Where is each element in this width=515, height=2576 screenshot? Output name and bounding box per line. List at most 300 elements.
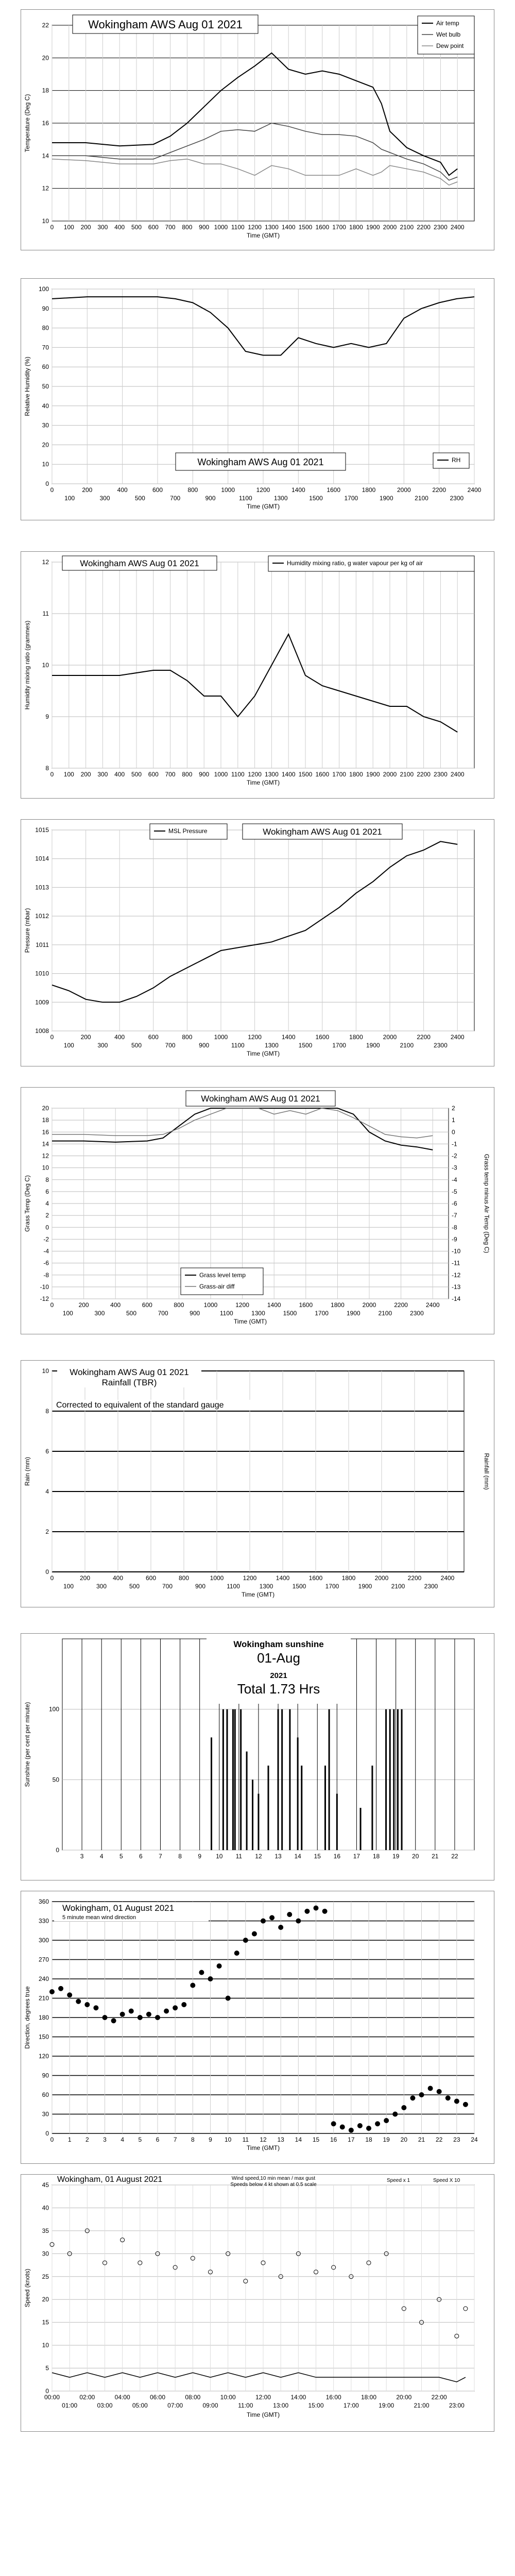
x-tick-label: 22 (451, 1853, 458, 1860)
y-tick-label: 2 (45, 1212, 49, 1219)
x-tick-label: 1600 (327, 486, 341, 494)
x-tick-label: 200 (80, 224, 91, 231)
x-tick-label: 12 (255, 1853, 262, 1860)
y-tick-label: 11 (42, 610, 49, 617)
x-tick-label: 500 (131, 224, 142, 231)
y-tick-label: 20 (42, 441, 49, 449)
y-tick-label: 10 (42, 2342, 49, 2349)
x-tick-label: 1800 (362, 486, 376, 494)
direction-point (269, 1915, 274, 1920)
x-tick-label: 20:00 (396, 2394, 412, 2401)
x-tick-label: 12 (260, 2136, 267, 2143)
x-tick-label: 1300 (273, 495, 288, 502)
wind-direction-chart-svg (21, 1891, 494, 2163)
x-tick-label: 700 (158, 1310, 168, 1317)
x-tick-label: 1400 (281, 771, 296, 778)
sunshine-chart-svg (21, 1634, 494, 1880)
chart-annotation: Corrected to equivalent of the standard gauge (56, 1401, 224, 1410)
y-tick-label: 20 (42, 1105, 49, 1112)
x-tick-label: 300 (99, 495, 110, 502)
x-tick-label: 22 (435, 2136, 443, 2143)
direction-point (84, 2002, 90, 2007)
x-tick-label: 15 (312, 2136, 320, 2143)
x-tick-label: 2 (85, 2136, 89, 2143)
x-tick-label: 21 (432, 1853, 439, 1860)
y-tick-label: 8 (45, 1408, 49, 1415)
y-tick-label: 80 (42, 324, 49, 332)
y-tick-label: 40 (42, 2204, 49, 2212)
y-tick-label: 12 (42, 1152, 49, 1160)
x-tick-label: 1200 (256, 486, 270, 494)
y-tick-label: 120 (38, 2053, 49, 2060)
y-tick-label: 90 (42, 2072, 49, 2079)
y2-tick-label: -14 (452, 1295, 461, 1302)
y-tick-label: 1012 (35, 912, 49, 920)
x-tick-label: 24 (471, 2136, 478, 2143)
y-axis-label: Humidity mixing ratio (grammes) (24, 620, 31, 710)
chart-grass-temperature (21, 1087, 494, 1334)
x-axis-label: Time (GMT) (246, 503, 280, 510)
x-tick-label: 01:00 (62, 2402, 78, 2409)
direction-point (375, 2121, 380, 2126)
direction-point (67, 1992, 72, 1997)
y-tick-label: -4 (43, 1247, 49, 1255)
y-tick-label: 300 (38, 1937, 49, 1944)
x-tick-label: 14:00 (290, 2394, 306, 2401)
y2-tick-label: -9 (452, 1235, 457, 1243)
x-tick-label: 1400 (267, 1301, 281, 1309)
chart-title: Wokingham, 01 August 2021 (62, 1903, 175, 1913)
x-tick-label: 100 (62, 1310, 73, 1317)
x-tick-label: 400 (114, 224, 125, 231)
x-tick-label: 10 (216, 1853, 223, 1860)
y-tick-label: 14 (42, 152, 49, 160)
chart-rainfall (21, 1360, 494, 1607)
x-tick-label: 1900 (366, 771, 380, 778)
x-tick-label: 2300 (410, 1310, 424, 1317)
x-tick-label: 200 (79, 1574, 91, 1582)
y-axis-label: Direction, degrees true (24, 1986, 31, 2049)
x-tick-label: 13 (277, 2136, 284, 2143)
x-tick-label: 11:00 (238, 2402, 253, 2409)
y-axis-label: Speed (knots) (24, 2268, 31, 2308)
x-tick-label: 1100 (231, 1042, 245, 1049)
x-tick-label: 800 (182, 771, 193, 778)
x-tick-label: 1900 (358, 1583, 372, 1590)
direction-point (340, 2125, 345, 2130)
chart-temperature (21, 9, 494, 250)
direction-point (252, 1931, 257, 1937)
x-tick-label: 8 (178, 1853, 182, 1860)
x-tick-label: 21 (418, 2136, 425, 2143)
direction-point (93, 2005, 98, 2010)
legend-entry: RH (452, 456, 461, 464)
x-tick-label: 1100 (231, 771, 245, 778)
y-tick-label: 1009 (35, 998, 49, 1006)
chart-subtitle: Rainfall (TBR) (101, 1378, 157, 1387)
x-tick-label: 7 (173, 2136, 177, 2143)
x-axis-label: Time (GMT) (241, 1591, 275, 1598)
direction-point (454, 2099, 459, 2104)
x-tick-label: 400 (110, 1301, 121, 1309)
direction-point (243, 1938, 248, 1943)
x-tick-label: 800 (174, 1301, 184, 1309)
x-axis-label: Time (GMT) (246, 232, 280, 239)
wind-speed-chart-svg (21, 2175, 494, 2431)
y-tick-label: 100 (48, 1705, 59, 1713)
x-tick-label: 20 (412, 1853, 419, 1860)
x-tick-label: 06:00 (149, 2394, 166, 2401)
x-tick-label: 1500 (283, 1310, 297, 1317)
x-tick-label: 6 (139, 1853, 143, 1860)
x-tick-label: 13 (274, 1853, 282, 1860)
x-tick-label: 10 (224, 2136, 232, 2143)
x-tick-label: 400 (114, 771, 125, 778)
direction-point (208, 1976, 213, 1981)
direction-point (199, 1970, 204, 1975)
x-tick-label: 0 (50, 486, 54, 494)
x-tick-label: 1500 (298, 1042, 313, 1049)
x-tick-label: 7 (159, 1853, 162, 1860)
x-tick-label: 00:00 (44, 2394, 60, 2401)
x-tick-label: 900 (199, 771, 210, 778)
x-tick-label: 18 (365, 2136, 372, 2143)
x-tick-label: 9 (209, 2136, 212, 2143)
y-tick-label: 30 (42, 2250, 49, 2258)
direction-point (76, 1999, 81, 2004)
y-axis-label: Sunshine (per cent per minute) (24, 1702, 31, 1787)
x-tick-label: 300 (97, 224, 108, 231)
direction-point (463, 2102, 468, 2107)
x-tick-label: 8 (191, 2136, 195, 2143)
y-tick-label: 10 (42, 1164, 49, 1172)
x-tick-label: 19 (383, 2136, 390, 2143)
x-tick-label: 1800 (349, 1033, 363, 1041)
y-tick-label: -12 (40, 1295, 49, 1302)
y-tick-label: 18 (42, 87, 49, 94)
x-tick-label: 2300 (434, 1042, 448, 1049)
y2-tick-label: -12 (452, 1271, 461, 1279)
legend-entry: Speed x 1 (387, 2178, 410, 2183)
y-tick-label: -10 (40, 1283, 49, 1291)
x-tick-label: 800 (182, 1033, 193, 1041)
x-tick-label: 200 (80, 1033, 91, 1041)
x-axis-label: Time (GMT) (246, 779, 280, 786)
x-tick-label: 2200 (417, 771, 431, 778)
x-tick-label: 600 (148, 771, 159, 778)
x-tick-label: 23 (453, 2136, 460, 2143)
y-tick-label: 50 (52, 1776, 59, 1784)
chart-title: Wokingham AWS Aug 01 2021 (88, 18, 243, 31)
x-tick-label: 07:00 (167, 2402, 183, 2409)
x-tick-label: 800 (187, 486, 198, 494)
y-tick-label: 6 (45, 1188, 49, 1195)
x-tick-label: 04:00 (114, 2394, 130, 2401)
direction-point (102, 2015, 108, 2020)
x-tick-label: 200 (82, 486, 93, 494)
chart-mixing-ratio (21, 551, 494, 799)
x-tick-label: 600 (148, 1033, 159, 1041)
direction-point (278, 1925, 283, 1930)
x-tick-label: 2000 (397, 486, 411, 494)
x-tick-label: 05:00 (132, 2402, 148, 2409)
x-tick-label: 4 (99, 1853, 104, 1860)
x-axis-label: Time (GMT) (246, 2144, 280, 2151)
x-tick-label: 300 (97, 1042, 108, 1049)
x-tick-label: 1800 (341, 1574, 356, 1582)
chart-subtitle: Wind speed,10 min mean / max gust (231, 2176, 316, 2181)
y2-tick-label: 1 (452, 1116, 455, 1124)
y-tick-label: 1014 (35, 855, 49, 862)
x-tick-label: 1300 (265, 224, 279, 231)
x-tick-label: 600 (148, 224, 159, 231)
chart-relative-humidity (21, 278, 494, 520)
x-tick-label: 0 (50, 1574, 54, 1582)
y2-tick-label: -1 (452, 1140, 457, 1148)
grass-temp-chart-svg (21, 1088, 494, 1334)
legend-entry: Grass level temp (199, 1272, 246, 1279)
y-tick-label: 12 (42, 558, 49, 566)
rainfall-chart-svg (21, 1361, 494, 1607)
y-tick-label: 0 (45, 1224, 49, 1231)
legend-entry: Air temp (436, 20, 459, 27)
direction-point (401, 2105, 406, 2110)
x-tick-label: 1300 (265, 771, 279, 778)
y-tick-label: 210 (38, 1994, 49, 2002)
x-tick-label: 1600 (308, 1574, 323, 1582)
x-tick-label: 1400 (291, 486, 305, 494)
chart-wind-speed (21, 2174, 494, 2432)
chart-title: Wokingham sunshine (233, 1639, 324, 1649)
y-tick-label: 16 (42, 120, 49, 127)
x-tick-label: 1500 (298, 224, 313, 231)
x-tick-label: 2200 (417, 224, 431, 231)
x-tick-label: 08:00 (185, 2394, 201, 2401)
direction-point (287, 1912, 292, 1917)
y-tick-label: 1015 (35, 826, 49, 834)
x-tick-label: 2100 (400, 224, 414, 231)
x-tick-label: 4 (121, 2136, 125, 2143)
y-tick-label: 8 (45, 765, 49, 772)
y-axis-label: Temperature (Deg C) (24, 94, 31, 152)
chart-year-label: 2021 (270, 1671, 287, 1680)
direction-point (296, 1919, 301, 1924)
x-tick-label: 02:00 (79, 2394, 95, 2401)
direction-point (164, 2009, 169, 2014)
y-tick-label: -6 (43, 1259, 49, 1267)
direction-point (261, 1919, 266, 1924)
y-tick-label: 10 (42, 461, 49, 468)
direction-point (357, 2123, 363, 2128)
y2-axis-label: Rainfall (mm) (483, 1453, 490, 1490)
x-tick-label: 1 (67, 2136, 72, 2143)
legend-entry: MSL Pressure (168, 827, 208, 835)
x-tick-label: 0 (50, 1301, 54, 1309)
direction-point (322, 1909, 328, 1914)
y-tick-label: -8 (43, 1271, 49, 1279)
y-tick-label: 90 (42, 304, 49, 312)
y-tick-label: 50 (42, 383, 49, 390)
x-tick-label: 100 (64, 495, 75, 502)
y-tick-label: 12 (42, 184, 49, 192)
y-tick-label: 30 (42, 421, 49, 429)
x-tick-label: 19 (392, 1853, 400, 1860)
x-tick-label: 1900 (366, 1042, 380, 1049)
y-tick-label: 14 (42, 1140, 49, 1148)
x-tick-label: 2100 (400, 1042, 414, 1049)
y-tick-label: 20 (42, 54, 49, 62)
y-axis-label: Rain (mm) (24, 1457, 31, 1486)
x-tick-label: 2000 (362, 1301, 376, 1309)
y-axis-label: Relative Humidity (%) (24, 357, 31, 416)
x-tick-label: 700 (170, 495, 181, 502)
y-tick-label: 330 (38, 1917, 49, 1925)
x-tick-label: 1200 (243, 1574, 257, 1582)
x-tick-label: 1800 (331, 1301, 345, 1309)
direction-point (173, 2005, 178, 2010)
x-tick-label: 1300 (259, 1583, 273, 1590)
y-axis-label: Pressure (mbar) (24, 908, 31, 953)
plot-area (52, 830, 474, 1031)
x-tick-label: 2000 (374, 1574, 389, 1582)
humidity-chart-svg (21, 279, 494, 520)
y-tick-label: 180 (38, 2014, 49, 2021)
y2-tick-label: -7 (452, 1212, 457, 1219)
x-tick-label: 2400 (425, 1301, 440, 1309)
x-tick-label: 100 (63, 224, 74, 231)
y-tick-label: 0 (45, 2387, 49, 2395)
y2-tick-label: -2 (452, 1152, 457, 1160)
x-axis-label: Time (GMT) (246, 1050, 280, 1057)
x-tick-label: 0 (50, 771, 54, 778)
x-tick-label: 1800 (349, 771, 363, 778)
x-tick-label: 5 (119, 1853, 123, 1860)
x-axis-label: Time (GMT) (246, 2411, 280, 2418)
x-tick-label: 09:00 (202, 2402, 218, 2409)
x-tick-label: 1400 (281, 1033, 296, 1041)
chart-title: Wokingham AWS Aug 01 2021 (70, 1367, 189, 1377)
x-tick-label: 1300 (265, 1042, 279, 1049)
x-tick-label: 16 (330, 2136, 337, 2143)
direction-point (111, 2018, 116, 2023)
x-tick-label: 1000 (203, 1301, 218, 1309)
x-tick-label: 2000 (383, 771, 397, 778)
direction-point (234, 1951, 239, 1956)
direction-point (410, 2095, 415, 2100)
y-tick-label: 60 (42, 363, 49, 371)
x-tick-label: 1600 (315, 224, 330, 231)
y-tick-label: 15 (42, 2318, 49, 2326)
x-tick-label: 1500 (309, 495, 323, 502)
chart-pressure (21, 819, 494, 1066)
x-tick-label: 3 (80, 1853, 84, 1860)
x-tick-label: 1000 (214, 224, 228, 231)
y-tick-label: 100 (38, 285, 49, 293)
direction-point (49, 1989, 55, 1994)
y-tick-label: 1013 (35, 884, 49, 891)
x-tick-label: 1100 (227, 1583, 240, 1590)
y-tick-label: 4 (45, 1488, 49, 1495)
y-tick-label: 0 (45, 1568, 49, 1575)
x-tick-label: 400 (112, 1574, 124, 1582)
x-tick-label: 0 (50, 1033, 54, 1041)
direction-point (190, 1983, 195, 1988)
x-tick-label: 1400 (276, 1574, 290, 1582)
x-tick-label: 500 (131, 1042, 142, 1049)
x-tick-label: 23:00 (449, 2402, 465, 2409)
x-tick-label: 900 (199, 1042, 210, 1049)
x-tick-label: 1800 (349, 224, 363, 231)
x-tick-label: 100 (63, 1583, 74, 1590)
x-tick-label: 1200 (248, 224, 262, 231)
x-tick-label: 1700 (315, 1310, 329, 1317)
x-tick-label: 900 (199, 224, 210, 231)
legend-entry: Grass-air diff (199, 1283, 235, 1290)
x-tick-label: 1500 (292, 1583, 306, 1590)
y-tick-label: 30 (42, 2110, 49, 2118)
y-tick-label: 60 (42, 2091, 49, 2098)
y-tick-label: 2 (45, 1528, 49, 1535)
x-tick-label: 200 (78, 1301, 89, 1309)
y2-tick-label: -6 (452, 1200, 457, 1207)
x-tick-label: 800 (178, 1574, 190, 1582)
x-tick-label: 11 (235, 1853, 243, 1860)
x-tick-label: 18 (372, 1853, 380, 1860)
x-tick-label: 300 (96, 1583, 107, 1590)
x-tick-label: 1000 (214, 1033, 228, 1041)
x-tick-label: 2100 (415, 495, 428, 502)
direction-point (226, 1996, 231, 2001)
chart-title: Wokingham AWS Aug 01 2021 (197, 457, 324, 467)
x-tick-label: 700 (165, 224, 176, 231)
y-tick-label: 10 (42, 217, 49, 225)
x-tick-label: 1700 (325, 1583, 339, 1590)
x-tick-label: 300 (97, 771, 108, 778)
x-tick-label: 2200 (394, 1301, 408, 1309)
x-tick-label: 1600 (299, 1301, 313, 1309)
direction-point (392, 2112, 398, 2117)
x-tick-label: 1900 (346, 1310, 360, 1317)
x-tick-label: 2300 (434, 224, 448, 231)
y-tick-label: 9 (45, 713, 49, 720)
x-tick-label: 100 (63, 1042, 74, 1049)
y2-tick-label: -11 (452, 1259, 460, 1267)
y-tick-label: 22 (42, 22, 49, 29)
chart-wind-direction (21, 1891, 494, 2164)
direction-point (58, 1986, 63, 1991)
x-tick-label: 2300 (424, 1583, 438, 1590)
chart-title: Wokingham, 01 August 2021 (57, 2175, 163, 2184)
x-tick-label: 22:00 (431, 2394, 447, 2401)
direction-point (304, 1909, 310, 1914)
legend-entry: Wet bulb (436, 31, 461, 38)
y2-tick-label: -8 (452, 1224, 457, 1231)
y-tick-label: 70 (42, 344, 49, 351)
x-tick-label: 1000 (210, 1574, 224, 1582)
x-tick-label: 5 (138, 2136, 142, 2143)
y-tick-label: 1010 (35, 970, 49, 977)
x-tick-label: 1300 (251, 1310, 265, 1317)
direction-point (428, 2086, 433, 2091)
x-tick-label: 2400 (440, 1574, 455, 1582)
chart-title: Wokingham AWS Aug 01 2021 (80, 558, 199, 568)
y2-tick-label: -4 (452, 1176, 457, 1183)
direction-point (146, 2012, 151, 2017)
x-tick-label: 500 (134, 495, 145, 502)
x-tick-label: 700 (165, 1042, 176, 1049)
x-tick-label: 11 (242, 2136, 249, 2143)
x-tick-label: 1700 (332, 771, 346, 778)
